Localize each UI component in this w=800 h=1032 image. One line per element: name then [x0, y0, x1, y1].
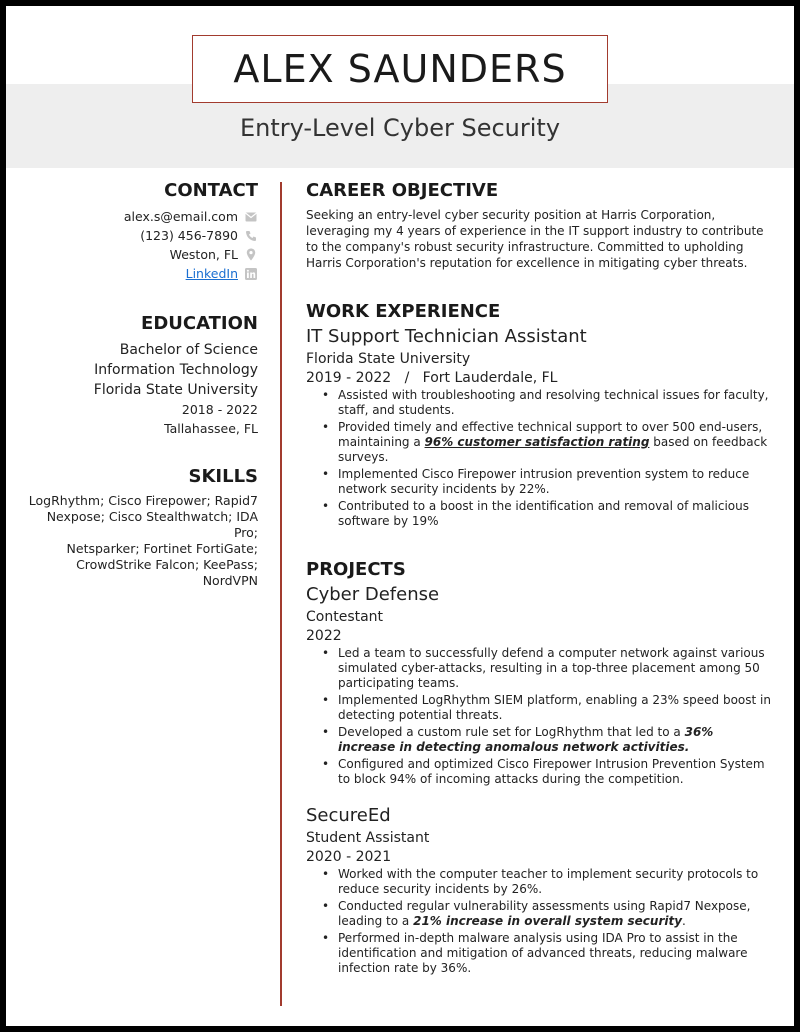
project-bullets — [306, 646, 774, 787]
skills-list — [26, 493, 258, 589]
location-text: Weston, FL — [169, 247, 238, 262]
job-target-title: Entry-Level Cyber Security — [239, 114, 561, 142]
bullet-text: Conducted regular vulnerability assessments using Rapid7 Nexpose, leading to a — [338, 899, 751, 928]
objective-text: Seeking an entry-level cyber security position at Harris Corporation, leveraging my 4 years of experience in the IT support industry to contribute to the company's robust security infrastructure. Committed to upholding Harris Corporation's reputation for excellence in mitigating cyber threats. — [306, 208, 764, 270]
list-item: • Implemented Cisco Firepower intrusion prevention system to reduce network security incidents by 22%. — [306, 467, 774, 497]
left-column — [26, 180, 258, 589]
skills-line: Netsparker; Fortinet FortiGate; — [66, 541, 258, 556]
linkedin-icon — [244, 268, 258, 280]
contact-heading: CONTACT — [164, 180, 258, 201]
bullet-highlight: 36% increase in detecting anomalous network activities. — [338, 725, 714, 754]
education-years: 2018 - 2022 — [181, 402, 258, 417]
project-role: Contestant — [306, 609, 384, 625]
objective-heading: CAREER OBJECTIVE — [306, 180, 499, 201]
list-item: • Led a team to successfully defend a computer network against various simulated cyber-attacks, resulting in a top-three placement among 50 participating teams. — [306, 646, 774, 691]
education-field: Information Technology — [94, 362, 258, 378]
contact-email — [26, 207, 258, 226]
work-job-title: IT Support Technician Assistant — [306, 326, 587, 347]
education-location: Tallahassee, FL — [164, 421, 258, 436]
work-heading: WORK EXPERIENCE — [306, 301, 501, 322]
list-item — [306, 725, 774, 755]
project-title: SecureEd — [306, 805, 391, 826]
project-title: Cyber Defense — [306, 584, 440, 605]
column-divider — [280, 182, 282, 1006]
project-bullets — [306, 867, 774, 976]
list-item — [306, 899, 774, 929]
work-location: Fort Lauderdale, FL — [422, 370, 558, 386]
project-year: 2022 — [306, 628, 342, 644]
project-role: Student Assistant — [306, 830, 430, 846]
contact-phone — [26, 226, 258, 245]
projects-heading: PROJECTS — [306, 559, 406, 580]
name-box — [192, 35, 608, 103]
map-pin-icon — [244, 248, 258, 261]
right-column — [306, 180, 774, 978]
contact-location — [26, 245, 258, 264]
skills-line: LogRhythm; Cisco Firepower; Rapid7 — [28, 493, 258, 508]
skills-line: Nexpose; Cisco Stealthwatch; IDA Pro; — [46, 509, 258, 540]
skills-heading: SKILLS — [188, 466, 258, 487]
work-organization: Florida State University — [306, 351, 471, 367]
education-school: Florida State University — [93, 382, 258, 398]
contact-linkedin — [26, 264, 258, 283]
list-item: • Performed in-depth malware analysis using IDA Pro to assist in the identification and mitigation of advanced threats, reducing malware infection rate by 36%. — [306, 931, 774, 976]
bullet-highlight: 21% increase in overall system security — [413, 914, 683, 928]
bullet-text: Provided timely and effective technical support to over 500 end-users, maintaining a — [338, 420, 763, 449]
list-item: • Assisted with troubleshooting and resolving technical issues for faculty, staff, and students. — [306, 388, 774, 418]
bullet-text: based on feedback surveys. — [338, 435, 768, 464]
work-bullets — [306, 388, 774, 529]
list-item: • Configured and optimized Cisco Firepower Intrusion Prevention System to block 94% of incoming attacks during the competition. — [306, 757, 774, 787]
project-year: 2020 - 2021 — [306, 849, 392, 865]
phone-text: (123) 456-7890 — [140, 228, 238, 243]
list-item: • Worked with the computer teacher to implement security protocols to reduce security incidents by 26%. — [306, 867, 774, 897]
bullet-text: Developed a custom rule set for LogRhythm that led to a — [338, 725, 685, 739]
candidate-name: ALEX SAUNDERS — [233, 47, 567, 91]
list-item: • Implemented LogRhythm SIEM platform, enabling a 23% speed boost in detecting potential threats. — [306, 693, 774, 723]
bullet-text: . — [682, 914, 686, 928]
list-item — [306, 420, 774, 465]
work-dates-location — [306, 370, 774, 386]
email-text: alex.s@email.com — [123, 209, 238, 224]
list-item: • Contributed to a boost in the identification and removal of malicious software by 19% — [306, 499, 774, 529]
education-degree: Bachelor of Science — [119, 342, 258, 358]
bullet-highlight: 96% customer satisfaction rating — [424, 435, 650, 449]
work-separator: / — [404, 370, 410, 386]
education-heading: EDUCATION — [141, 313, 258, 334]
skills-line: CrowdStrike Falcon; KeePass; NordVPN — [76, 557, 258, 588]
phone-icon — [244, 230, 258, 242]
work-dates: 2019 - 2022 — [306, 370, 392, 386]
linkedin-link[interactable]: LinkedIn — [185, 266, 238, 281]
envelope-icon — [244, 212, 258, 222]
